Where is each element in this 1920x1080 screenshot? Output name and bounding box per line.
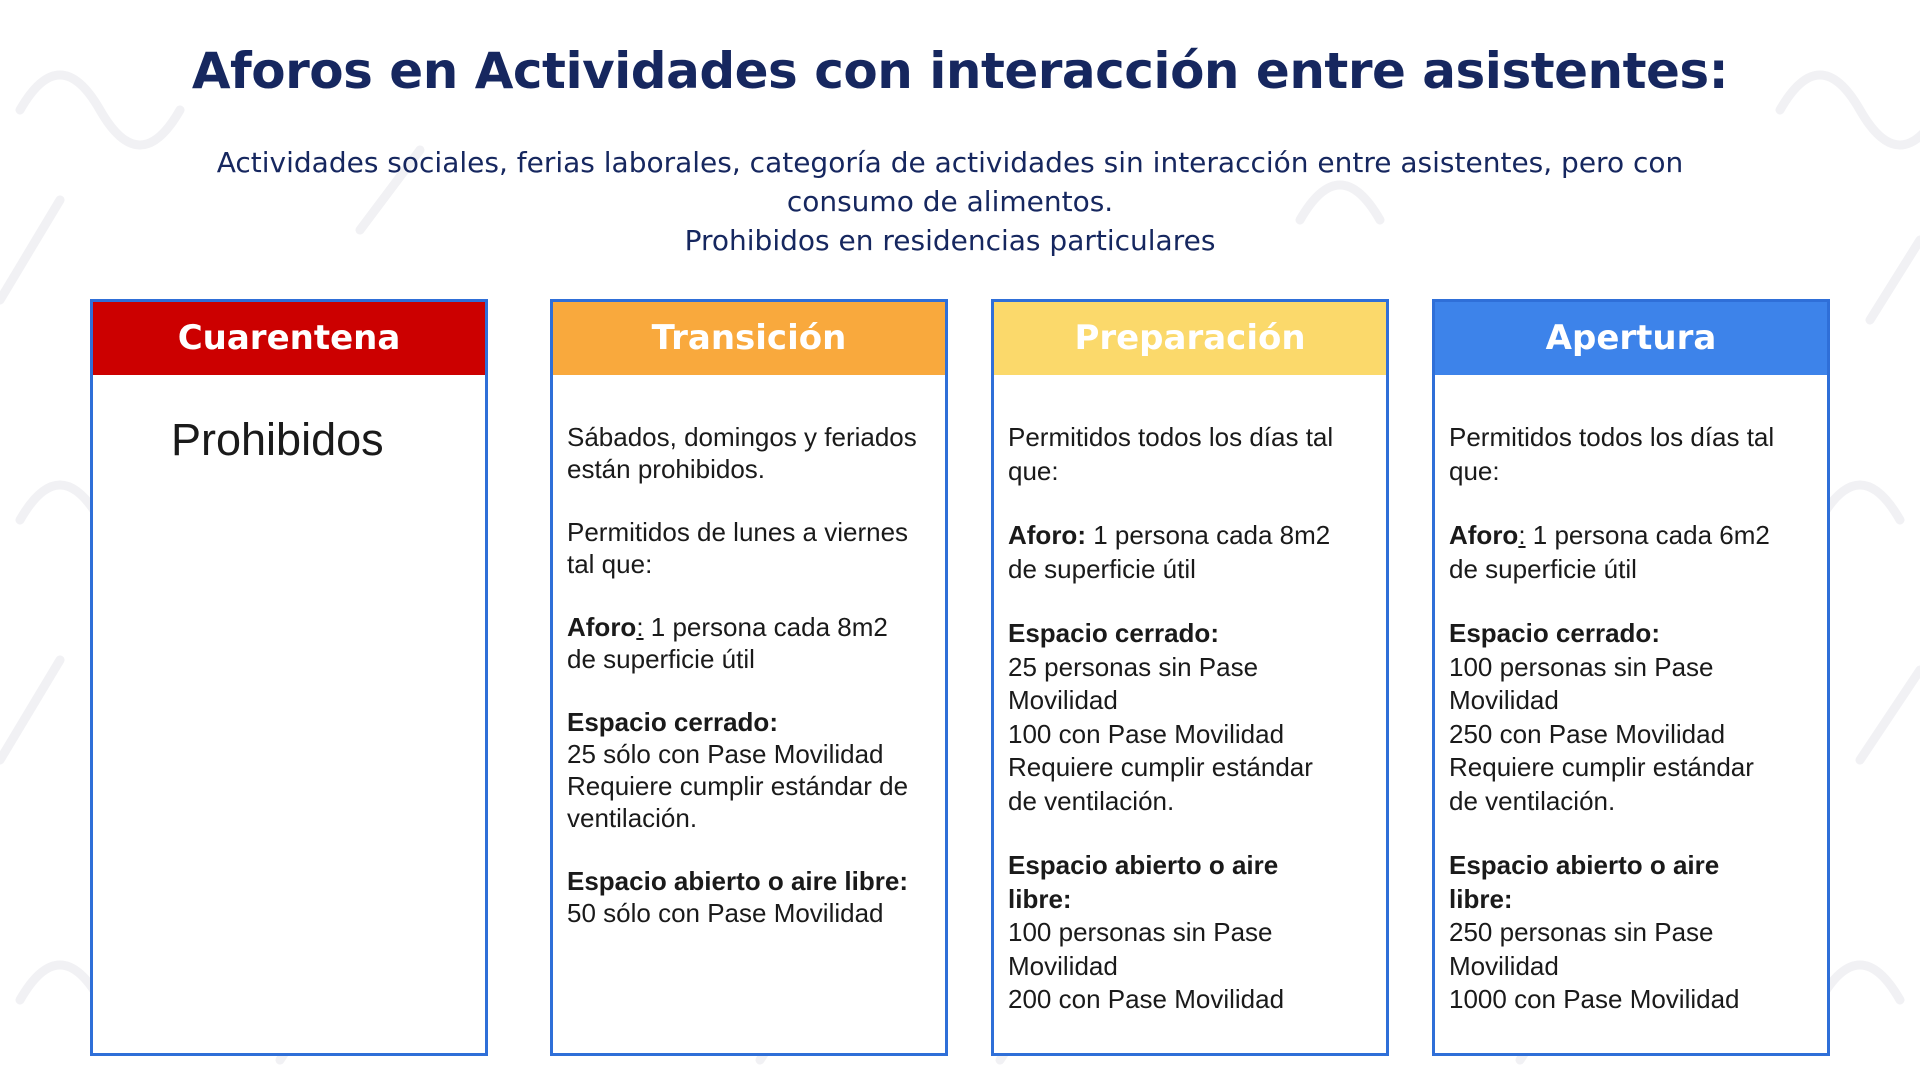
card-body-transicion — [553, 375, 945, 929]
text-line: 25 sólo con Pase Movilidad — [567, 739, 884, 769]
card-transicion — [550, 299, 948, 1056]
text-line: 50 sólo con Pase Movilidad — [567, 898, 884, 928]
text-line: Movilidad — [1008, 685, 1118, 715]
page-subtitle — [130, 143, 1770, 260]
espacio-cerrado-label: Espacio cerrado: — [567, 707, 778, 737]
page-title: Aforos en Actividades con interacción entre asistentes: — [191, 42, 1729, 100]
card-body-apertura — [1435, 375, 1827, 1017]
text-line: tal que: — [567, 549, 653, 579]
aforo-value: 1 persona cada 8m2 — [1085, 520, 1331, 550]
espacio-abierto-label-cont: libre: — [1008, 883, 1072, 914]
text-line: 250 personas sin Pase — [1449, 917, 1714, 947]
aforo-line — [1008, 519, 1372, 553]
aforo-line — [567, 611, 931, 643]
aforo-value: 1 persona cada 6m2 — [1525, 520, 1770, 550]
text-line: de ventilación. — [1449, 785, 1616, 816]
text-line: Permitidos todos los días tal — [1008, 422, 1334, 452]
card-header-preparacion: Preparación — [994, 302, 1386, 375]
text-line: Movilidad — [1008, 950, 1118, 981]
aforo-label: Aforo — [567, 612, 637, 642]
aforo-value: 1 persona cada 8m2 — [643, 612, 888, 642]
text-line: Sábados, domingos y feriados — [567, 422, 917, 452]
text-line: Permitidos de lunes a viernes — [567, 517, 909, 547]
card-body-preparacion — [994, 375, 1386, 1017]
card-header-apertura: Apertura — [1435, 302, 1827, 375]
text-line: Requiere cumplir estándar de — [567, 771, 909, 801]
text-line: 200 con Pase Movilidad — [1008, 984, 1285, 1014]
text-line: 100 personas sin Pase — [1449, 651, 1714, 682]
text-line: Requiere cumplir estándar — [1008, 752, 1313, 782]
text-line: Requiere cumplir estándar — [1449, 752, 1754, 782]
text-line: 100 con Pase Movilidad — [1008, 718, 1285, 749]
espacio-cerrado-label: Espacio cerrado: — [1449, 618, 1660, 648]
text-line: que: — [1449, 455, 1500, 486]
subtitle-line-1: Actividades sociales, ferias laborales, categoría de actividades sin interacción entre asistentes, pero con — [216, 146, 1684, 179]
text-line: 100 personas sin Pase — [1008, 917, 1273, 947]
aforo-line — [1449, 519, 1813, 553]
subtitle-line-3: Prohibidos en residencias particulares — [684, 224, 1216, 257]
text-line: están prohibidos. — [567, 454, 766, 484]
card-apertura — [1432, 299, 1830, 1056]
text-line: de superficie útil — [1008, 553, 1196, 584]
aforo-label: Aforo — [1449, 520, 1519, 550]
text-line: de ventilación. — [1008, 785, 1175, 816]
text-line: que: — [1008, 455, 1059, 486]
subtitle-line-2: consumo de alimentos. — [786, 185, 1114, 218]
card-header-transicion: Transición — [553, 302, 945, 375]
text-line: de superficie útil — [567, 644, 755, 674]
text-line: de superficie útil — [1449, 553, 1637, 584]
card-text-cuarentena: Prohibidos — [171, 414, 384, 465]
aforo-colon: : — [636, 612, 644, 642]
text-line: Movilidad — [1449, 950, 1559, 981]
card-header-cuarentena: Cuarentena — [93, 302, 485, 375]
espacio-abierto-label: Espacio abierto o aire libre: — [567, 866, 908, 896]
text-line: Movilidad — [1449, 685, 1559, 715]
espacio-abierto-label-cont: libre: — [1449, 883, 1513, 914]
espacio-abierto-label: Espacio abierto o aire — [1008, 850, 1279, 880]
aforo-label: Aforo: — [1008, 520, 1086, 550]
card-preparacion — [991, 299, 1389, 1056]
aforo-colon: : — [1518, 520, 1526, 550]
text-line: 250 con Pase Movilidad — [1449, 718, 1726, 749]
card-cuarentena — [90, 299, 488, 1056]
text-line: 1000 con Pase Movilidad — [1449, 984, 1740, 1014]
text-line: ventilación. — [567, 803, 698, 833]
text-line: 25 personas sin Pase — [1008, 651, 1259, 682]
text-line: Permitidos todos los días tal — [1449, 422, 1775, 452]
espacio-abierto-label: Espacio abierto o aire — [1449, 850, 1720, 880]
espacio-cerrado-label: Espacio cerrado: — [1008, 618, 1219, 648]
